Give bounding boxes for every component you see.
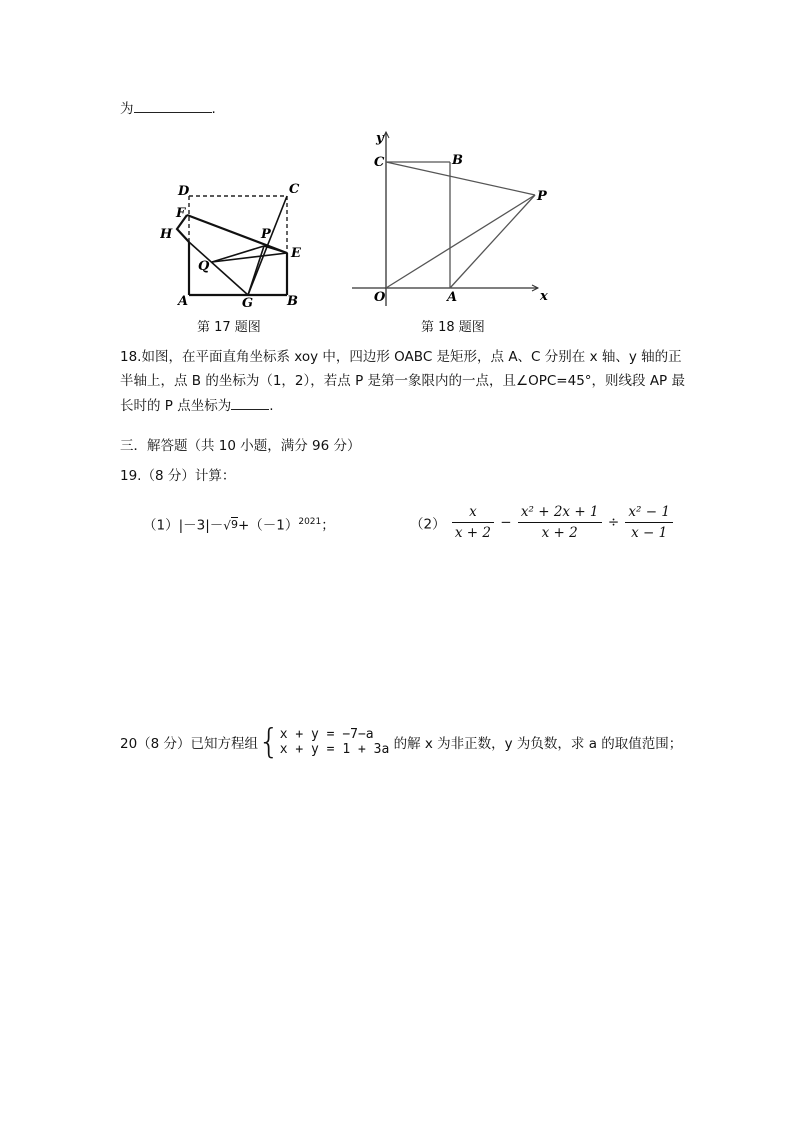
q19-part1-expr-b: +（－1） [237, 517, 299, 534]
divide-sign: ÷ [607, 514, 620, 531]
q19-part2-label: （2） [410, 516, 446, 533]
label-a: A [447, 290, 458, 305]
segment-qe [212, 253, 287, 262]
label-e: E [291, 246, 301, 261]
segment-cg [248, 196, 287, 295]
sqrt-sign: √ [223, 518, 231, 533]
fraction-2-numerator: x² + 2x + 1 [518, 502, 602, 523]
fraction-2 [518, 502, 602, 543]
figure-18 [350, 128, 575, 316]
segment-pg [248, 246, 264, 295]
label-d: D [178, 184, 190, 199]
fraction-1 [452, 502, 494, 543]
figure-17-caption: 第 17 题图 [197, 320, 261, 335]
fraction-3 [625, 502, 673, 543]
q19-part1-end: ； [321, 517, 335, 534]
previous-question-tail [120, 96, 216, 121]
q18-line3 [120, 393, 274, 418]
answer-prefix: 为 [120, 101, 134, 117]
label-f: F [176, 206, 186, 221]
label-p: P [261, 227, 271, 242]
label-g: G [242, 296, 254, 311]
q18-answer-blank [231, 393, 269, 410]
equation-system [280, 727, 390, 757]
q18-line2: 半轴上，点 B 的坐标为（1，2），若点 P 是第一象限内的一点，且∠OPC=45°，则线段 AP 最 [120, 373, 685, 389]
fraction-3-numerator: x² − 1 [625, 502, 673, 523]
label-c: C [289, 182, 300, 197]
q20-prefix: 20（8 分）已知方程组 [120, 736, 259, 752]
label-h: H [160, 227, 173, 242]
q18-line3-suffix: . [269, 398, 274, 414]
q19-part1-expr-a: |－3|－ [178, 517, 224, 534]
label-o: O [374, 290, 386, 305]
figure-17 [160, 178, 310, 314]
fraction-1-denominator: x + 2 [454, 525, 491, 541]
fraction-3-denominator: x − 1 [631, 525, 668, 541]
segment-pe [264, 246, 287, 253]
label-x: x [540, 289, 548, 304]
label-b: B [287, 294, 298, 309]
q20 [120, 722, 683, 762]
q19-part2 [410, 502, 675, 543]
q20-suffix: 的解 x 为非正数，y 为负数，求 a 的取值范围； [393, 736, 683, 752]
section-heading: 三．解答题（共 10 小题，满分 96 分） [120, 438, 361, 454]
answer-suffix: . [211, 101, 216, 117]
fraction-1-numerator: x [452, 502, 494, 523]
label-y: y [376, 131, 384, 146]
sqrt-radicand: 9 [230, 517, 238, 531]
equation-2: x + y = 1 + 3a [279, 742, 390, 757]
fraction-2-denominator: x + 2 [541, 525, 578, 541]
answer-blank [134, 96, 212, 113]
label-b: B [452, 153, 463, 168]
label-c: C [374, 155, 385, 170]
label-p: P [537, 189, 547, 204]
system-brace: { [258, 722, 280, 762]
label-a: A [178, 294, 189, 309]
segment-ap [450, 195, 535, 288]
q18-line1: 18.如图，在平面直角坐标系 xoy 中，四边形 OABC 是矩形，点 A、C 分别在 x 轴、y 轴的正 [120, 349, 682, 365]
q19-title: 19.（8 分）计算： [120, 468, 236, 484]
segment-op [386, 195, 535, 288]
q19-part1-exponent: 2021 [298, 517, 322, 527]
q19-part1-label: （1） [143, 517, 179, 534]
label-q: Q [198, 259, 210, 274]
figure-18-caption: 第 18 题图 [421, 320, 485, 335]
equation-1: x + y = −7−a [279, 727, 374, 742]
q18-line3-prefix: 长时的 P 点坐标为 [120, 398, 232, 414]
q19-part1 [143, 510, 335, 539]
minus-sign: − [500, 514, 512, 531]
